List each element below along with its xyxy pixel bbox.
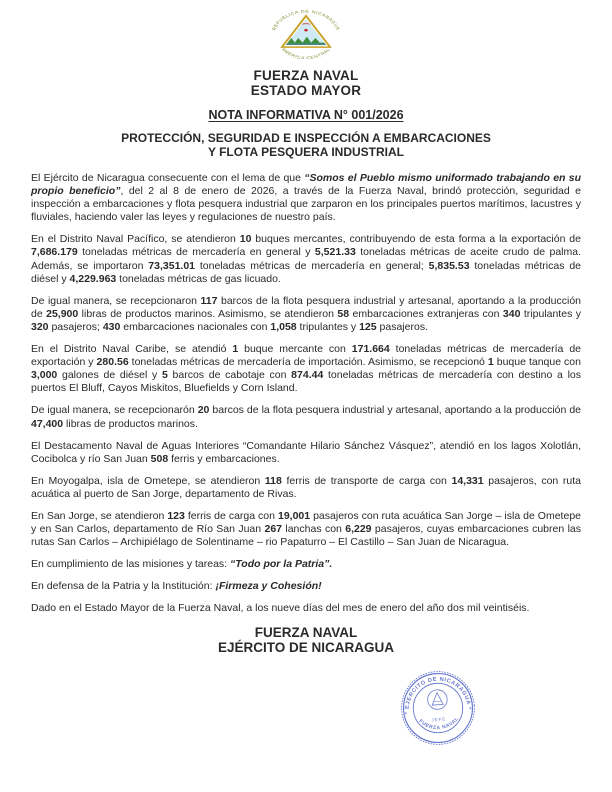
emblem-landscape xyxy=(284,18,329,47)
nicaragua-coat-of-arms-icon xyxy=(263,8,349,68)
body-paragraph: En el Distrito Naval Pacífico, se atendieron 10 buques mercantes, contribuyendo de esta forma a la exportación de 7,686.179 toneladas métricas de mercadería en general y 5,521.33 toneladas métricas de aceite crudo de palma. Además, se importaron 73,351.01 toneladas métricas de mercadería en general; 5,835.53 toneladas métricas de diésel y 4,229.963 toneladas métricas de gas licuado. xyxy=(31,233,581,285)
body-paragraph: El Ejército de Nicaragua consecuente con el lema de que “Somos el Pueblo mismo uniformado trabajando en su propio beneficio”, del 2 al 8 de enero de 2026, a través de la Fuerza Naval, brindó protección, seguridad e inspección a embarcaciones y flota pesquera industrial que zarparon en los principales puertos marítimos, lacustres y fluviales, haciendo valer las leyes y regulaciones de nuestro país. xyxy=(31,172,581,224)
body-paragraph: En Moyogalpa, isla de Ometepe, se atendieron 118 ferris de transporte de carga con 14,331 pasajeros, con ruta acuática al puerto de San Jorge, departamento de Rivas. xyxy=(31,474,581,500)
note-number-row xyxy=(31,108,581,122)
stamp-center-text: JEFE xyxy=(431,716,447,723)
signature-line1: FUERZA NAVAL xyxy=(254,624,358,640)
signature-block xyxy=(31,625,581,656)
body-paragraph: En el Distrito Naval Caribe, se atendió 1 buque mercante con 171.664 toneladas métricas de mercadería de exportación y 280.56 toneladas métricas de mercadería de importación. Asimismo, se recepcionó 1 buque tanque con 3,000 galones de diésel y 5 barcos de cabotaje con 874.44 toneladas métricas de mercadería con destino a los puertos El Bluff, Cayos Miskitos, Bluefields y Corn Island. xyxy=(31,343,581,395)
emblem-bottom-arc-text: AMERICA CENTRAL xyxy=(280,47,332,61)
signature-line2: EJÉRCITO DE NICARAGUA xyxy=(217,640,395,656)
org-unit: ESTADO MAYOR xyxy=(250,83,362,98)
org-name: FUERZA NAVAL xyxy=(253,68,359,83)
body-paragraph: En San Jorge, se atendieron 123 ferris de carga con 19,001 pasajeros con ruta acuática San Jorge – isla de Ometepe y en San Carlos, departamento de Río San Juan 267 lanchas con 6,229 pasajeros, cuyas embarcaciones cubren las rutas San Carlos – Archipiélago de Solentiname – rio Papaturro – El Castillo – San Juan de Nicaragua. xyxy=(31,509,581,549)
body-paragraph: De igual manera, se recepcionaron 117 barcos de la flota pesquera industrial y artesanal, aportando a la producción de 25,900 libras de productos marinos. Asimismo, se atendieron 58 embarcaciones extranjeras con 340 tripulantes y 320 pasajeros; 430 embarcaciones nacionales con 1,058 tripulantes y 125 pasajeros. xyxy=(31,294,581,333)
document-body xyxy=(31,172,581,616)
svg-text:AMERICA CENTRAL xyxy=(281,47,332,60)
body-paragraph: En cumplimiento de las misiones y tareas: “Todo por la Patria”. xyxy=(31,558,333,571)
navy-seal-stamp-icon xyxy=(399,669,477,747)
body-paragraph: De igual manera, se recepcionarón 20 barcos de la flota pesquera industrial y artesanal, aportando a la producción de 47,400 libras de productos marinos. xyxy=(31,404,581,430)
stamp-bottom-arc-text: FUERZA NAVAL xyxy=(417,716,461,732)
body-paragraph: El Destacamento Naval de Aguas Interiores “Comandante Hilario Sánchez Vásquez”, atendió en los lagos Xolotlán, Cocibolca y río San Juan 508 ferris y embarcaciones. xyxy=(31,439,581,465)
note-number: NOTA INFORMATIVA N° 001/2026 xyxy=(208,108,404,122)
emblem-wrap xyxy=(31,8,581,66)
document-title-line2: Y FLOTA PESQUERA INDUSTRIAL xyxy=(207,145,404,159)
body-paragraph: En defensa de la Patria y la Institución: ¡Firmeza y Cohesión! xyxy=(31,580,322,593)
stamp-emblem-triangle xyxy=(431,692,443,705)
emblem-top-arc-text: REPUBLICA DE NICARAGUA xyxy=(270,9,342,31)
document-title xyxy=(31,131,581,159)
stamp-top-arc-text: * EJERCITO DE NICARAGUA * xyxy=(404,676,472,715)
document-title-line1: PROTECCIÓN, SEGURIDAD E INSPECCIÓN A EMBARCACIONES xyxy=(121,131,491,145)
body-paragraph: Dado en el Estado Mayor de la Fuerza Naval, a los nueve días del mes de enero del año dos mil veintiséis. xyxy=(31,602,530,615)
stamp-emblem-circle xyxy=(427,689,448,710)
